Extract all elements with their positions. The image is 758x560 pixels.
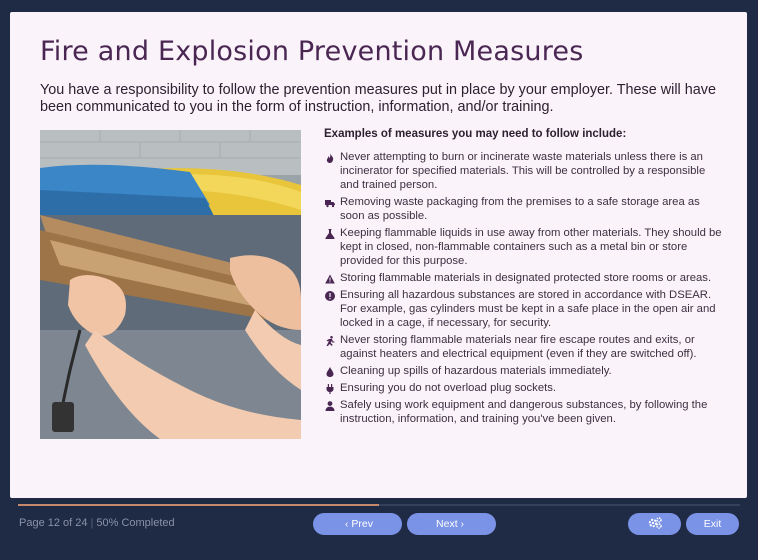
list-item [324, 381, 724, 395]
exclamation-icon [324, 290, 335, 301]
fire-icon [324, 152, 335, 163]
content-card [10, 12, 747, 498]
page-title: Fire and Explosion Prevention Measures [40, 36, 584, 67]
flask-icon [324, 228, 335, 239]
measures-list [324, 150, 724, 426]
running-person-icon [324, 335, 335, 346]
list-item [324, 271, 724, 285]
person-icon [324, 400, 335, 411]
page-info: Page 12 of 24 | 50% Completed [19, 517, 175, 529]
prev-label: Prev [351, 518, 373, 530]
prev-button[interactable] [313, 513, 402, 535]
chevron-left-icon: ‹ [345, 518, 349, 530]
chevron-right-icon: › [460, 518, 464, 530]
list-item-text: Safely using work equipment and dangerous substances, by following the instruction, information, and training you've been given. [340, 399, 708, 425]
plug-icon [324, 383, 335, 394]
list-item-text: Keeping flammable liquids in use away from other materials. They should be kept in closed, non-flammable containers such as a metal bin or store provided for this purpose. [340, 227, 722, 267]
truck-icon [324, 197, 335, 208]
list-item [324, 288, 724, 330]
list-item-text: Removing waste packaging from the premises to a safe storage area as soon as possible. [340, 196, 700, 222]
next-button[interactable] [407, 513, 496, 535]
intro-text: You have a responsibility to follow the prevention measures put in place by your employer. These will have been communicated to you in the form of instruction, information, and/or training. [40, 82, 716, 115]
list-item-text: Ensuring you do not overload plug sockets. [340, 382, 557, 394]
list-item [324, 195, 724, 223]
list-item [324, 226, 724, 268]
list-item [324, 150, 724, 192]
list-item-text: Never storing flammable materials near fire escape routes and exits, or against heaters and electrical equipment (even if they are switched off). [340, 334, 697, 360]
progress-bar [18, 504, 740, 506]
list-item [324, 364, 724, 378]
progress-fill [18, 504, 379, 506]
list-item-text: Never attempting to burn or incinerate waste materials unless there is an incinerator for specified materials. This will be controlled by a responsible and trained person. [340, 151, 706, 191]
list-item-text: Storing flammable materials in designated protected store rooms or areas. [340, 272, 712, 284]
measures-section [324, 128, 724, 429]
page-counter: Page 12 of 24 [19, 517, 88, 529]
next-label: Next [436, 518, 458, 530]
list-heading: Examples of measures you may need to follow include: [324, 128, 627, 140]
settings-button[interactable] [628, 513, 681, 535]
exit-button[interactable]: Exit [686, 513, 739, 535]
list-item [324, 333, 724, 361]
warning-icon [324, 273, 335, 284]
list-item-text: Cleaning up spills of hazardous materials immediately. [340, 365, 612, 377]
list-item [324, 398, 724, 426]
recycling-photo [40, 130, 301, 439]
droplet-icon [324, 366, 335, 377]
completion-status: 50% Completed [96, 517, 175, 529]
gears-icon [648, 517, 662, 532]
list-item-text: Ensuring all hazardous substances are stored in accordance with DSEAR. For example, gas cylinders must be kept in a safe place in the open air and locked in a cage, if necessary, for security. [340, 289, 716, 329]
